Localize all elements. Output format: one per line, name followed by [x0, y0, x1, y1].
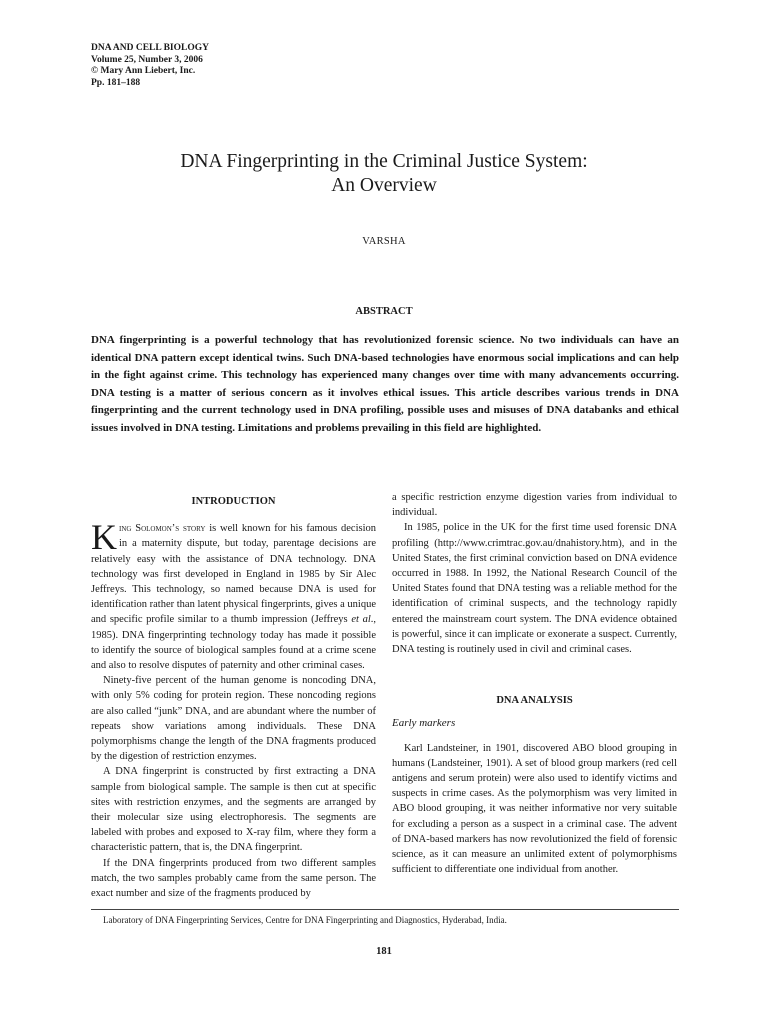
introduction-heading: INTRODUCTION — [191, 496, 276, 507]
journal-copyright: © Mary Ann Liebert, Inc. — [91, 66, 196, 76]
affiliation-footnote: Laboratory of DNA Fingerprinting Services, Centre for DNA Fingerprinting and Diagnostics, Hyderabad, India. — [103, 915, 507, 925]
intro-smallcaps-lead: ing Solomon’s story — [119, 523, 206, 535]
early-markers-subheading: Early markers — [392, 717, 456, 730]
intro-paragraph-2: Ninety-five percent of the human genome is noncoding DNA, with only 5% coding for protein region. These noncoding regions are also called “junk” DNA, and are abundant where the number of repeats show variations among individuals. These DNA polymorphisms change the length of the DNA fragments produced by the digestion of restriction enzymes. — [91, 675, 376, 763]
article-title — [0, 150, 768, 198]
journal-pages: Pp. 181–188 — [91, 77, 141, 88]
page-number: 181 — [376, 946, 392, 957]
footnote-divider — [91, 909, 679, 910]
title-line-1: DNA Fingerprinting in the Criminal Justice System: — [180, 151, 588, 172]
right-column — [392, 490, 677, 877]
intro-paragraph-3: A DNA fingerprint is constructed by first extracting a DNA sample from biological sample. The sample is then cut at specific sites with restriction enzymes, and the segments are arranged by their molecular size using electrophoresis. The segments are labeled with probes and exposed to X-ray film, where they form a characteristic pattern, that is, the DNA fingerprint. — [91, 766, 376, 854]
drop-cap: K — [91, 517, 117, 558]
left-column — [91, 490, 376, 901]
journal-name: DNA AND CELL BIOLOGY — [91, 43, 209, 53]
intro-paragraph-4: If the DNA fingerprints produced from two different samples match, the two samples probably came from the same person. The exact number and size of the fragments produced by — [91, 857, 376, 900]
intro-p1-text: is well known for his famous decision in a maternity dispute, but today, parentage decisions are relatively easy with the assistance of DNA technology. DNA technology was first developed in England in 1985 by Sir Alec Jeffreys. This technology, so named because DNA is used for identification rather than latent physical fingerprints, gives a unique and specific profile similar to a thumb impression (Jeffreys — [91, 523, 377, 626]
journal-volume: Volume 25, Number 3, 2006 — [91, 54, 203, 65]
intro-p1-etal: et al — [351, 614, 371, 626]
intro-paragraph-4-continued: a specific restriction enzyme digestion varies from individual to individual. — [392, 492, 677, 519]
intro-paragraph-5: In 1985, police in the UK for the first time used forensic DNA profiling (http://www.crimtrac.gov.au/dnahistory.htm), and in the United States, the first criminal conviction based on DNA evidence occurred in 1988. In 1992, the National Research Council of the United States found that DNA testing was a reliable method for the identification of criminal suspects, and the technology rapidly entered the mainstream court system. The DNA evidence obtained is powerful, since it can implicate or exonerate a suspect. Currently, DNA testing is routinely used in civil and criminal cases. — [392, 522, 677, 656]
intro-p1-end: ., 1985). DNA fingerprinting technology today has made it possible to identify the source of biological samples found at a crime scene and also to resolve disputes of paternity and other criminal cases. — [91, 614, 376, 672]
author: VARSHA — [362, 236, 406, 247]
dna-analysis-paragraph-1: Karl Landsteiner, in 1901, discovered ABO blood grouping in humans (Landsteiner, 1901). A set of blood group markers (red cell antigens and serum protein) were also used to identify victims and suspects in crime cases. As the polymorphism was very limited in ABO blood grouping, it was neither informative nor very suitable for excluding a person as a suspect in a criminal case. The advent of DNA-based markers has now revolutionized the field of forensic science, as it can measure an unlimited extent of polymorphisms sufficient to differentiate one individual from another. — [392, 742, 677, 876]
journal-info — [91, 43, 209, 89]
intro-paragraph-1 — [91, 517, 377, 673]
title-line-2: An Overview — [331, 175, 437, 196]
abstract-text: DNA fingerprinting is a powerful technology that has revolutionized forensic science. No two individuals can have an identical DNA pattern except identical twins. Such DNA-based technologies have enormous social implications and can help in the fight against crime. This technology has experienced many changes over time with many advancements occurring. DNA testing is a matter of serious concern as it involves ethical issues. This article describes various trends in DNA fingerprinting and the current technology used in DNA profiling, possible uses and misuses of DNA databanks and ethical issues involved in DNA testing. Limitations and problems prevailing in this field are highlighted. — [91, 334, 679, 434]
dna-analysis-heading: DNA ANALYSIS — [496, 695, 573, 707]
abstract-heading: ABSTRACT — [355, 306, 413, 317]
